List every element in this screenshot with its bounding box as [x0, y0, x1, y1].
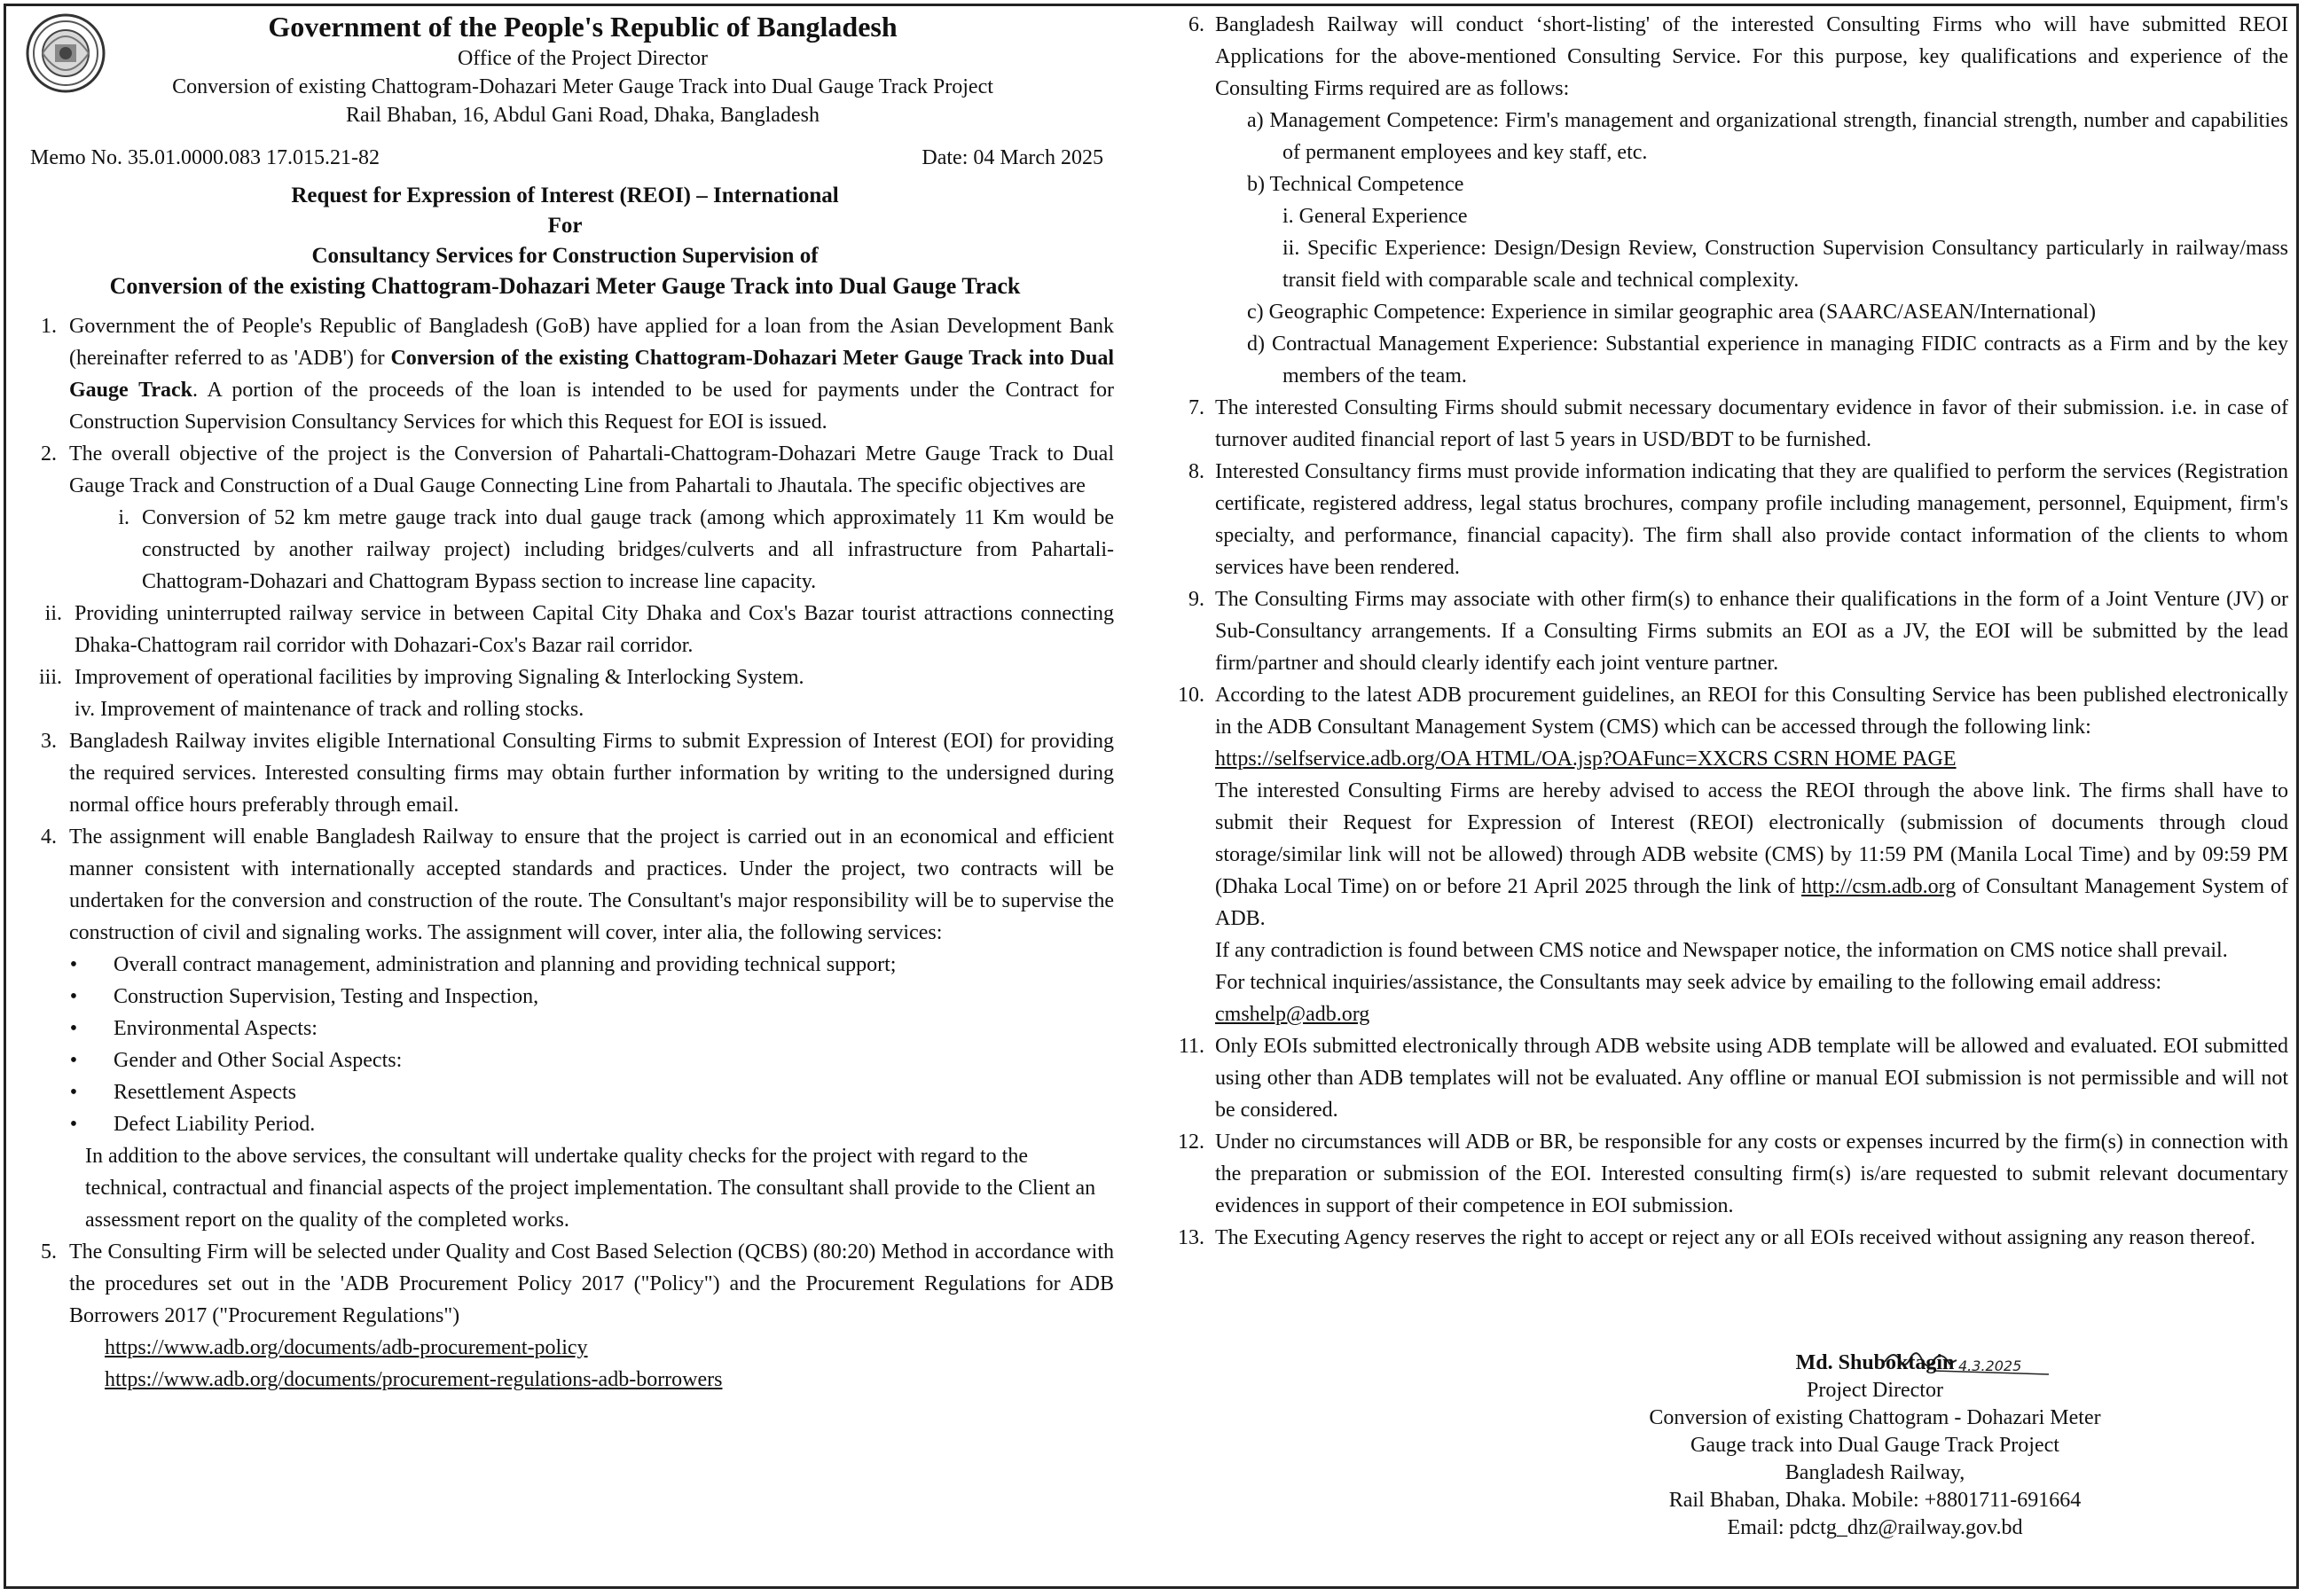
title-line-3: Consultancy Services for Construction Supervision of [311, 244, 819, 268]
right-column [1169, 9, 2288, 1254]
objective-iv: iv. Improvement of maintenance of track and rolling stocks. [75, 698, 584, 721]
paragraph-text: The interested Consulting Firms are hereby advised to access the REOI through the above link. The firms shall have to submit their Request for Expression of Interest (REOI) electronically (submission of documents through cloud storage/similar link will not be allowed) through ADB website (CMS) by 11:59 PM (Manila Local Time) and by 09:59 PM (Dhaka Local Time) on or before 21 April 2025 through the link of [1215, 779, 2288, 898]
objective-ii [16, 598, 1114, 661]
reoi-title [16, 181, 1114, 301]
adb-cms-link[interactable]: https://selfservice.adb.org/OA HTML/OA.jsp?OAFunc=XXCRS CSRN HOME PAGE [1215, 747, 1957, 771]
list-item-text: Defect Liability Period. [114, 1113, 316, 1136]
adb-procurement-regulations-link[interactable]: https://www.adb.org/documents/procurement-regulations-adb-borrowers [105, 1368, 723, 1391]
objective-number: i. [118, 506, 129, 529]
criterion-b-ii: ii. Specific Experience: Design/Design Review, Construction Supervision Consultancy particularly in railway/mass transit field with comparable scale and technical complexity. [1282, 237, 2288, 292]
paragraph-text: The assignment will enable Bangladesh Railway to ensure that the project is carried out in an economical and efficient manner consistent with internationally accepted standards and practices. Under the project, two contracts will be undertaken for the conversion and construction of the route. The Consultant's major responsibility will be to supervise the construction of civil and signaling works. The assignment will cover, inter alia, the following services: [69, 825, 1114, 944]
paragraph-8 [1169, 456, 2288, 583]
signatory-line: Conversion of existing Chattogram - Dohazari Meter [1649, 1406, 2101, 1429]
paragraph-number: 7. [1188, 396, 1204, 419]
paragraphs-left [16, 310, 1114, 1396]
paragraph-11 [1169, 1030, 2288, 1126]
paragraph-number: 11. [1178, 1035, 1204, 1058]
paragraph-number: 1. [41, 315, 57, 338]
quality-note: In addition to the above services, the consultant will undertake quality checks for the project with regard to the technical, contractual and financial aspects of the project implementation. The consultant shall provide to the Client an assessment report on the quality of the completed works. [85, 1145, 1096, 1232]
paragraph-body [69, 310, 1114, 438]
paragraph-text: Government the of People's Republic of Bangladesh (GoB) have applied for a loan from the Asian Development Bank (hereinafter referred to as 'ADB') for [69, 315, 1114, 370]
criterion-b: b) Technical Competence [1247, 173, 1464, 196]
objective-number: ii. [44, 602, 62, 625]
list-item [16, 981, 1114, 1013]
list-item [16, 949, 1114, 981]
adb-procurement-policy-link[interactable]: https://www.adb.org/documents/adb-procurement-policy [105, 1336, 588, 1359]
paragraph-12 [1169, 1126, 2288, 1222]
project-name-bold: Conversion of the existing Chattogram-Dohazari Meter Gauge Track into Dual Gauge Track [69, 347, 1115, 402]
government-title: Government of the People's Republic of Bangladesh [268, 11, 898, 43]
signature-block [1169, 1350, 2288, 1542]
paragraph-3 [16, 725, 1114, 821]
objective-iii [16, 661, 1114, 693]
memo-date: Date: 04 March 2025 [922, 146, 1103, 169]
paragraph-text: . A portion of the proceeds of the loan is intended to be used for payments under the Contract for Construction Supervision Consultancy Services for which this Request for EOI is issued. [69, 379, 1114, 434]
paragraph-number: 3. [41, 730, 57, 753]
list-item-text: Construction Supervision, Testing and Inspection, [114, 985, 539, 1008]
qualification-criteria [1169, 105, 2288, 392]
services-list [16, 949, 1114, 1140]
paragraph-text: According to the latest ADB procurement guidelines, an REOI for this Consulting Service has been published electronically in the ADB Consultant Management System (CMS) which can be accessed through the following link: [1215, 684, 2288, 739]
government-seal-icon [25, 12, 106, 94]
list-item [16, 1013, 1114, 1044]
paragraph-4 [16, 821, 1114, 949]
signature-date: 4.3.2025 [1958, 1357, 2022, 1374]
paragraph-13 [1169, 1222, 2288, 1254]
criterion-b-i: i. General Experience [1282, 205, 1468, 228]
paragraph-1 [16, 310, 1114, 438]
paragraph-text: Bangladesh Railway invites eligible International Consulting Firms to submit Expression of Interest (EOI) for providing the required services. Interested consulting firms may obtain further information by writing to the undersigned during normal office hours preferably through email. [69, 730, 1114, 817]
signatory-line: Gauge track into Dual Gauge Track Project [1690, 1434, 2059, 1457]
paragraph-text: The interested Consulting Firms should submit necessary documentary evidence in favor of their submission. i.e. in case of turnover audited financial report of last 5 years in USD/BDT to be furnished. [1215, 396, 2288, 451]
bullet-icon: • [69, 1113, 78, 1136]
memo-row [16, 144, 1114, 172]
paragraph-text: The overall objective of the project is the Conversion of Pahartali-Chattogram-Dohazari Metre Gauge Track to Dual Gauge Track and Construction of a Dual Gauge Connecting Line from Pahartali to Jhautala. The specific objectives are [69, 442, 1114, 497]
project-name: Conversion of existing Chattogram-Dohazari Meter Gauge Track into Dual Gauge Track Project [172, 75, 993, 98]
paragraph-number: 12. [1178, 1130, 1204, 1154]
paragraph-7 [1169, 392, 2288, 456]
paragraph-text: Under no circumstances will ADB or BR, be responsible for any costs or expenses incurred by the firm(s) in connection with the preparation or submission of the EOI. Interested consulting firm(s) is/are requested to submit relevant documentary evidences in support of their competence in EOI submission. [1215, 1130, 2288, 1217]
paragraph-text [1215, 775, 2288, 935]
left-column [16, 9, 1114, 1396]
paragraph-6 [1169, 9, 2288, 105]
contradiction-note: If any contradiction is found between CMS notice and Newspaper notice, the information on CMS notice shall prevail. [1215, 939, 2228, 962]
paragraph-number: 6. [1188, 13, 1204, 36]
paragraph-number: 2. [41, 442, 57, 466]
list-item-text: Resettlement Aspects [114, 1081, 296, 1104]
policy-links [16, 1332, 1114, 1396]
objective-text: Improvement of operational facilities by improving Signaling & Interlocking System. [75, 666, 804, 689]
paragraph-10 [1169, 679, 2288, 1030]
csm-adb-link[interactable]: http://csm.adb.org [1801, 875, 1957, 898]
criterion-d: d) Contractual Management Experience: Substantial experience in managing FIDIC contracts as a Firm and by the key members of the team. [1247, 332, 2288, 387]
paragraph-number: 5. [41, 1240, 57, 1264]
paragraph-number: 13. [1178, 1226, 1204, 1249]
office-name: Office of the Project Director [457, 47, 709, 70]
paragraph-number: 4. [41, 825, 57, 849]
paragraph-text: Bangladesh Railway will conduct ‘short-listing' of the interested Consulting Firms who will have submitted REOI Applications for the above-mentioned Consulting Service. For this purpose, key qualifications and experience of the Consulting Firms required are as follows: [1215, 13, 2288, 100]
list-item-text: Overall contract management, administration and planning and providing technical support; [114, 953, 897, 976]
title-line-4: Conversion of the existing Chattogram-Dohazari Meter Gauge Track into Dual Gauge Track [109, 273, 1021, 299]
bullet-icon: • [69, 953, 78, 976]
signatory-email: Email: pdctg_dhz@railway.gov.bd [1727, 1516, 2023, 1539]
objective-number: iii. [38, 666, 62, 689]
objective-text: Providing uninterrupted railway service in between Capital City Dhaka and Cox's Bazar tourist attractions connecting Dhaka-Chattogram rail corridor with Dohazari-Cox's Bazar rail corridor. [75, 602, 1114, 657]
list-item [16, 1076, 1114, 1108]
bullet-icon: • [69, 1017, 78, 1040]
signatory-line: Bangladesh Railway, [1784, 1461, 1965, 1484]
paragraph-text: The Executing Agency reserves the right to accept or reject any or all EOIs received without assigning any reason thereof. [1215, 1226, 2255, 1249]
signatory-name: Md. Shuboktagin [1795, 1351, 1955, 1374]
title-line-2: For [547, 214, 583, 238]
bullet-icon: • [69, 1081, 78, 1104]
paragraph-body [1215, 679, 2288, 1030]
paragraph-text: Only EOIs submitted electronically through ADB website using ADB template will be allowed and evaluated. EOI submitted using other than ADB templates will not be evaluated. Any offline or manual EOI submission is not permissible and will not be considered. [1215, 1035, 2288, 1122]
paragraph-text: Interested Consultancy firms must provide information indicating that they are qualified to perform the services (Registration certificate, registered address, legal status brochures, company profile including management, personnel, Equipment, firm's specialty, and performance, financial capacity). The firm shall also provide contact information of the clients to whom services have been rendered. [1215, 460, 2288, 579]
signatory-title: Project Director [1807, 1379, 1943, 1402]
title-line-1: Request for Expression of Interest (REOI) – International [291, 184, 839, 207]
signatory-contact: Rail Bhaban, Dhaka. Mobile: +8801711-691664 [1668, 1489, 2082, 1512]
list-item-text: Gender and Other Social Aspects: [114, 1049, 403, 1072]
paragraph-text: of Consultant Management System of ADB. [1215, 875, 2288, 930]
paragraph-number: 8. [1188, 460, 1204, 483]
paragraph-number: 9. [1188, 588, 1204, 611]
bullet-icon: • [69, 1049, 78, 1072]
cmshelp-email-link[interactable]: cmshelp@adb.org [1215, 1003, 1370, 1026]
paragraph-5 [16, 1236, 1114, 1332]
objective-i [16, 502, 1114, 598]
criterion-a: a) Management Competence: Firm's management and organizational strength, financial strength, number and capabilities of permanent employees and key staff, etc. [1247, 109, 2288, 164]
paragraph-text: The Consulting Firms may associate with other firm(s) to enhance their qualifications in the form of a Joint Venture (JV) or Sub-Consultancy arrangements. If a Consulting Firms submits an EOI as a JV, the EOI will be submitted by the lead firm/partner and should clearly identify each joint venture partner. [1215, 588, 2288, 675]
list-item [16, 1044, 1114, 1076]
list-item-text: Environmental Aspects: [114, 1017, 318, 1040]
letterhead [16, 9, 1114, 129]
paragraph-number: 10. [1178, 684, 1204, 707]
paragraph-2 [16, 438, 1114, 502]
list-item [16, 1108, 1114, 1140]
paragraph-text: The Consulting Firm will be selected under Quality and Cost Based Selection (QCBS) (80:20) Method in accordance with the procedures set out in the 'ADB Procurement Policy 2017 ("Policy") and the Procurement Regulations for ADB Borrowers 2017 ("Procurement Regulations") [69, 1240, 1114, 1327]
memo-number: Memo No. 35.01.0000.083 17.015.21-82 [30, 146, 380, 169]
inquiry-note: For technical inquiries/assistance, the Consultants may seek advice by emailing to the following email address: [1215, 971, 2162, 994]
office-address: Rail Bhaban, 16, Abdul Gani Road, Dhaka, Bangladesh [346, 104, 820, 127]
objective-text: Conversion of 52 km metre gauge track into dual gauge track (among which approximately 11 Km would be constructed by another railway project) including bridges/culverts and all infrastructure from Pahartali-Chattogram-Dohazari and Chattogram Bypass section to increase line capacity. [142, 506, 1114, 593]
bullet-icon: • [69, 985, 78, 1008]
paragraph-9 [1169, 583, 2288, 679]
criterion-c: c) Geographic Competence: Experience in similar geographic area (SAARC/ASEAN/International) [1247, 301, 2096, 324]
